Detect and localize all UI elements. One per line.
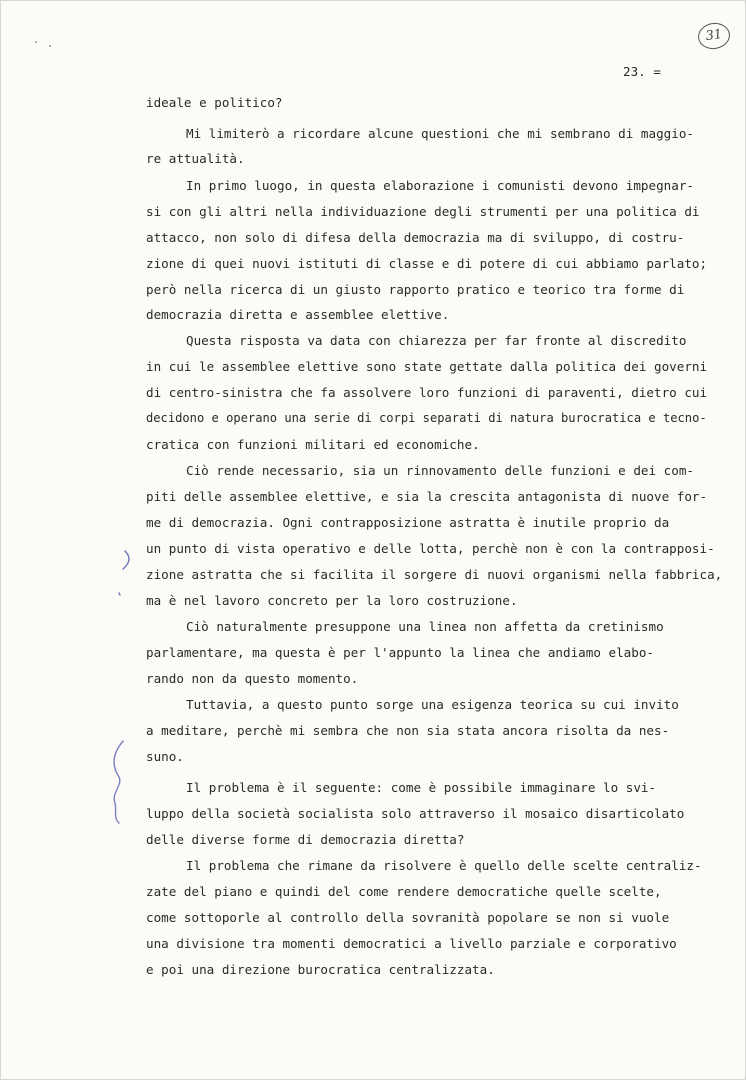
text-line: zione astratta che si facilita il sorgere di nuovi organismi nella fabbrica, [146, 567, 723, 582]
text-line: Ciò rende necessario, sia un rinnovamento delle funzioni e dei com- [186, 463, 694, 478]
text-line: si con gli altri nella individuazione degli strumenti per una politica di [146, 204, 700, 219]
text-line: luppo della società socialista solo attraverso il mosaico disarticolato [146, 806, 685, 821]
text-line: una divisione tra momenti democratici a livello parziale e corporativo [146, 936, 677, 951]
text-line: parlamentare, ma questa è per l'appunto la linea che andiamo elabo- [146, 645, 654, 660]
text-line: suno. [146, 749, 184, 764]
text-line: zione di quei nuovi istituti di classe e di potere di cui abbiamo parlato; [146, 256, 708, 271]
text-line: Il problema che rimane da risolvere è quello delle scelte centraliz- [186, 858, 702, 873]
text-line: Ciò naturalmente presuppone una linea non affetta da cretinismo [186, 619, 664, 634]
speck [35, 41, 37, 43]
text-line: attacco, non solo di difesa della democrazia ma di sviluppo, di costru- [146, 230, 685, 245]
text-line: In primo luogo, in questa elaborazione i comunisti devono impegnar- [186, 178, 694, 193]
page-number: 23. = [623, 64, 661, 79]
text-line: in cui le assemblee elettive sono state gettate dalla politica dei governi [146, 359, 708, 374]
text-line: re attualità. [146, 151, 245, 166]
speck [49, 45, 51, 47]
text-line: Il problema è il seguente: come è possibile immaginare lo svi- [186, 780, 657, 795]
text-line: di centro-sinistra che fa assolvere loro funzioni di paraventi, dietro cui [146, 385, 708, 400]
text-line: ma è nel lavoro concreto per la loro costruzione. [146, 593, 518, 608]
archive-number-stamp: 31 [696, 21, 731, 51]
text-line: però nella ricerca di un giusto rapporto pratico e teorico tra forme di [146, 282, 685, 297]
margin-bracket-mark [113, 549, 137, 599]
text-line: come sottoporle al controllo della sovranità popolare se non si vuole [146, 910, 670, 925]
text-line: rando non da questo momento. [146, 671, 359, 686]
text-line: piti delle assemblee elettive, e sia la crescita antagonista di nuove for- [146, 489, 708, 504]
text-line: e poi una direzione burocratica centralizzata. [146, 962, 495, 977]
text-line: decidono e operano una serie di corpi separati di natura burocratica e tecno- [146, 411, 707, 425]
text-line: Tuttavia, a questo punto sorge una esigenza teorica su cui invito [186, 697, 679, 712]
text-line: zate del piano e quindi del come rendere democratiche quelle scelte, [146, 884, 662, 899]
text-line: ideale e politico? [146, 95, 283, 110]
margin-brace-mark [101, 737, 131, 827]
text-line: un punto di vista operativo e delle lotta, perchè non è con la contrapposi- [146, 541, 715, 556]
text-line: Mi limiterò a ricordare alcune questioni che mi sembrano di maggio- [186, 126, 694, 141]
text-line: democrazia diretta e assemblee elettive. [146, 307, 450, 322]
text-line: Questa risposta va data con chiarezza per far fronte al discredito [186, 333, 687, 348]
text-line: cratica con funzioni militari ed economiche. [146, 437, 480, 452]
text-line: me di democrazia. Ogni contrapposizione astratta è inutile proprio da [146, 515, 670, 530]
text-line: a meditare, perchè mi sembra che non sia stata ancora risolta da nes- [146, 723, 670, 738]
text-line: delle diverse forme di democrazia diretta? [146, 832, 465, 847]
